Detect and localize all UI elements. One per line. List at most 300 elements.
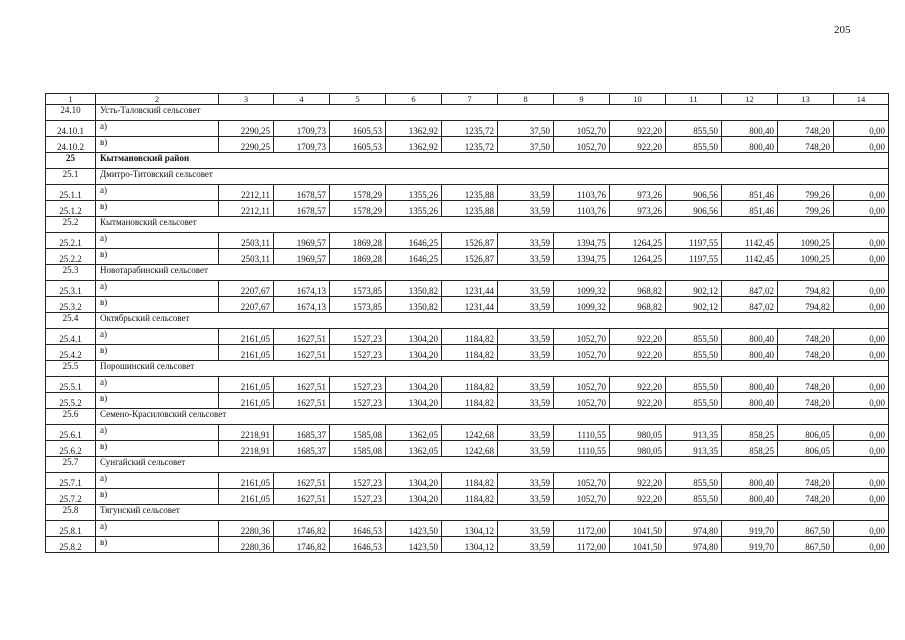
row-label: в): [96, 297, 219, 313]
value-cell: 902,12: [666, 281, 722, 297]
section-row: [46, 169, 889, 185]
value-cell: 0,00: [834, 201, 889, 217]
value-cell: 922,20: [610, 377, 666, 393]
row-code: 25.3.1: [46, 281, 96, 297]
value-cell: 1394,75: [554, 233, 610, 249]
value-cell: 1627,51: [274, 489, 330, 505]
value-cell: 855,50: [666, 137, 722, 153]
value-cell: 800,40: [722, 345, 778, 361]
column-number: 8: [498, 94, 554, 105]
value-cell: 855,50: [666, 393, 722, 409]
table-row: [46, 537, 889, 553]
section-row: [46, 505, 889, 521]
row-label: а): [96, 473, 219, 489]
value-cell: 0,00: [834, 185, 889, 201]
value-cell: 806,05: [778, 425, 834, 441]
row-code: 25.6.2: [46, 441, 96, 457]
tariff-table: [45, 93, 889, 553]
row-code: 25.5.1: [46, 377, 96, 393]
row-code: 25.6.1: [46, 425, 96, 441]
value-cell: 1304,20: [386, 393, 442, 409]
table-row: [46, 249, 889, 265]
value-cell: 0,00: [834, 425, 889, 441]
value-cell: 2161,05: [219, 329, 274, 345]
value-cell: 922,20: [610, 345, 666, 361]
value-cell: 1264,25: [610, 233, 666, 249]
row-label: а): [96, 377, 219, 393]
value-cell: 799,26: [778, 201, 834, 217]
value-cell: 906,56: [666, 185, 722, 201]
value-cell: 855,50: [666, 473, 722, 489]
value-cell: 2218,91: [219, 425, 274, 441]
value-cell: 2218,91: [219, 441, 274, 457]
value-cell: 980,05: [610, 441, 666, 457]
value-cell: 1362,05: [386, 425, 442, 441]
value-cell: 1674,13: [274, 297, 330, 313]
table-row: [46, 201, 889, 217]
value-cell: 2207,67: [219, 297, 274, 313]
value-cell: 922,20: [610, 473, 666, 489]
value-cell: 748,20: [778, 345, 834, 361]
value-cell: 0,00: [834, 281, 889, 297]
section-row: [46, 457, 889, 473]
section-title: Кытмановский сельсовет: [96, 217, 889, 233]
value-cell: 1242,68: [442, 425, 498, 441]
value-cell: 1646,53: [330, 537, 386, 553]
value-cell: 1605,53: [330, 137, 386, 153]
page-number: 205: [834, 24, 851, 36]
row-code: 25.6: [46, 409, 96, 425]
value-cell: 1526,87: [442, 249, 498, 265]
section-title: Усть-Таловский сельсовет: [96, 105, 889, 121]
value-cell: 1304,12: [442, 521, 498, 537]
value-cell: 1362,92: [386, 121, 442, 137]
value-cell: 1197,55: [666, 249, 722, 265]
row-label: в): [96, 345, 219, 361]
value-cell: 1627,51: [274, 473, 330, 489]
column-number: 6: [386, 94, 442, 105]
row-label: а): [96, 233, 219, 249]
row-label: в): [96, 249, 219, 265]
value-cell: 1235,88: [442, 201, 498, 217]
column-number: 13: [778, 94, 834, 105]
column-number-row: [46, 94, 889, 105]
value-cell: 0,00: [834, 521, 889, 537]
value-cell: 906,56: [666, 201, 722, 217]
value-cell: 1142,45: [722, 249, 778, 265]
value-cell: 800,40: [722, 121, 778, 137]
value-cell: 33,59: [498, 329, 554, 345]
value-cell: 919,70: [722, 521, 778, 537]
value-cell: 1052,70: [554, 489, 610, 505]
value-cell: 973,26: [610, 185, 666, 201]
column-number: 11: [666, 94, 722, 105]
value-cell: 1423,50: [386, 537, 442, 553]
value-cell: 0,00: [834, 249, 889, 265]
value-cell: 1394,75: [554, 249, 610, 265]
value-cell: 1578,29: [330, 185, 386, 201]
value-cell: 1041,50: [610, 537, 666, 553]
value-cell: 1242,68: [442, 441, 498, 457]
value-cell: 1090,25: [778, 233, 834, 249]
value-cell: 1355,26: [386, 185, 442, 201]
value-cell: 800,40: [722, 393, 778, 409]
row-code: 25.1: [46, 169, 96, 185]
table-row: [46, 489, 889, 505]
value-cell: 0,00: [834, 473, 889, 489]
value-cell: 858,25: [722, 425, 778, 441]
value-cell: 1304,12: [442, 537, 498, 553]
value-cell: 0,00: [834, 489, 889, 505]
value-cell: 0,00: [834, 233, 889, 249]
column-number: 1: [46, 94, 96, 105]
value-cell: 33,59: [498, 521, 554, 537]
value-cell: 1362,05: [386, 441, 442, 457]
table-row: [46, 345, 889, 361]
value-cell: 1355,26: [386, 201, 442, 217]
value-cell: 2161,05: [219, 393, 274, 409]
value-cell: 1099,32: [554, 281, 610, 297]
section-title: Новотарабинский сельсовет: [96, 265, 889, 281]
row-code: 25: [46, 153, 96, 169]
column-number: 5: [330, 94, 386, 105]
value-cell: 33,59: [498, 425, 554, 441]
value-cell: 1184,82: [442, 377, 498, 393]
table-row: [46, 473, 889, 489]
value-cell: 33,59: [498, 201, 554, 217]
table-row: [46, 425, 889, 441]
value-cell: 33,59: [498, 297, 554, 313]
value-cell: 0,00: [834, 329, 889, 345]
row-label: а): [96, 281, 219, 297]
table-row: [46, 185, 889, 201]
table-row: [46, 281, 889, 297]
value-cell: 1172,00: [554, 521, 610, 537]
value-cell: 1103,76: [554, 185, 610, 201]
column-number: 14: [834, 94, 889, 105]
value-cell: 1678,57: [274, 201, 330, 217]
value-cell: 1304,20: [386, 377, 442, 393]
value-cell: 33,59: [498, 185, 554, 201]
row-code: 24.10.1: [46, 121, 96, 137]
value-cell: 1110,55: [554, 425, 610, 441]
value-cell: 2207,67: [219, 281, 274, 297]
value-cell: 748,20: [778, 137, 834, 153]
value-cell: 0,00: [834, 377, 889, 393]
value-cell: 2290,25: [219, 137, 274, 153]
value-cell: 1423,50: [386, 521, 442, 537]
value-cell: 800,40: [722, 489, 778, 505]
value-cell: 1627,51: [274, 393, 330, 409]
value-cell: 37,50: [498, 137, 554, 153]
value-cell: 748,20: [778, 377, 834, 393]
row-code: 25.7.1: [46, 473, 96, 489]
value-cell: 851,46: [722, 201, 778, 217]
value-cell: 1052,70: [554, 377, 610, 393]
value-cell: 980,05: [610, 425, 666, 441]
row-code: 24.10: [46, 105, 96, 121]
value-cell: 1646,25: [386, 249, 442, 265]
section-title: Тягунский сельсовет: [96, 505, 889, 521]
value-cell: 33,59: [498, 233, 554, 249]
column-number: 3: [219, 94, 274, 105]
value-cell: 1184,82: [442, 489, 498, 505]
value-cell: 37,50: [498, 121, 554, 137]
value-cell: 0,00: [834, 393, 889, 409]
value-cell: 806,05: [778, 441, 834, 457]
row-label: а): [96, 521, 219, 537]
value-cell: 1573,85: [330, 297, 386, 313]
value-cell: 1090,25: [778, 249, 834, 265]
row-code: 25.3: [46, 265, 96, 281]
value-cell: 922,20: [610, 121, 666, 137]
value-cell: 2280,36: [219, 537, 274, 553]
value-cell: 922,20: [610, 137, 666, 153]
value-cell: 1103,76: [554, 201, 610, 217]
value-cell: 1099,32: [554, 297, 610, 313]
value-cell: 1585,08: [330, 425, 386, 441]
value-cell: 1746,82: [274, 537, 330, 553]
value-cell: 748,20: [778, 393, 834, 409]
value-cell: 0,00: [834, 297, 889, 313]
value-cell: 33,59: [498, 489, 554, 505]
value-cell: 1527,23: [330, 473, 386, 489]
column-number: 2: [96, 94, 219, 105]
table-row: [46, 521, 889, 537]
value-cell: 1304,20: [386, 329, 442, 345]
value-cell: 1184,82: [442, 393, 498, 409]
value-cell: 1709,73: [274, 121, 330, 137]
value-cell: 867,50: [778, 537, 834, 553]
value-cell: 1685,37: [274, 425, 330, 441]
table-row: [46, 393, 889, 409]
section-row: [46, 217, 889, 233]
value-cell: 1184,82: [442, 329, 498, 345]
value-cell: 1685,37: [274, 441, 330, 457]
value-cell: 855,50: [666, 329, 722, 345]
value-cell: 1527,23: [330, 329, 386, 345]
table-row: [46, 137, 889, 153]
section-title: Порошинский сельсовет: [96, 361, 889, 377]
value-cell: 33,59: [498, 473, 554, 489]
value-cell: 1197,55: [666, 233, 722, 249]
value-cell: 1172,00: [554, 537, 610, 553]
row-code: 25.8.1: [46, 521, 96, 537]
value-cell: 974,80: [666, 521, 722, 537]
value-cell: 33,59: [498, 249, 554, 265]
row-code: 25.7: [46, 457, 96, 473]
value-cell: 800,40: [722, 377, 778, 393]
value-cell: 1627,51: [274, 377, 330, 393]
value-cell: 1585,08: [330, 441, 386, 457]
row-label: в): [96, 489, 219, 505]
value-cell: 1052,70: [554, 121, 610, 137]
value-cell: 867,50: [778, 521, 834, 537]
value-cell: 0,00: [834, 345, 889, 361]
value-cell: 1052,70: [554, 345, 610, 361]
column-number: 10: [610, 94, 666, 105]
row-code: 25.7.2: [46, 489, 96, 505]
value-cell: 2161,05: [219, 473, 274, 489]
row-label: а): [96, 425, 219, 441]
value-cell: 799,26: [778, 185, 834, 201]
value-cell: 2503,11: [219, 233, 274, 249]
value-cell: 1646,53: [330, 521, 386, 537]
section-title: Октябрьский сельсовет: [96, 313, 889, 329]
value-cell: 1526,87: [442, 233, 498, 249]
row-code: 25.5: [46, 361, 96, 377]
value-cell: 1142,45: [722, 233, 778, 249]
value-cell: 1184,82: [442, 345, 498, 361]
value-cell: 1573,85: [330, 281, 386, 297]
value-cell: 0,00: [834, 441, 889, 457]
row-label: а): [96, 185, 219, 201]
column-number: 9: [554, 94, 610, 105]
value-cell: 968,82: [610, 297, 666, 313]
value-cell: 847,02: [722, 281, 778, 297]
value-cell: 2290,25: [219, 121, 274, 137]
value-cell: 851,46: [722, 185, 778, 201]
section-row: [46, 313, 889, 329]
value-cell: 902,12: [666, 297, 722, 313]
value-cell: 2503,11: [219, 249, 274, 265]
value-cell: 1746,82: [274, 521, 330, 537]
value-cell: 974,80: [666, 537, 722, 553]
section-title: Кытмановский район: [96, 153, 889, 169]
value-cell: 1235,72: [442, 121, 498, 137]
value-cell: 33,59: [498, 377, 554, 393]
table-row: [46, 233, 889, 249]
table-row: [46, 329, 889, 345]
value-cell: 1350,82: [386, 297, 442, 313]
value-cell: 1527,23: [330, 377, 386, 393]
value-cell: 2212,11: [219, 201, 274, 217]
value-cell: 2161,05: [219, 489, 274, 505]
row-code: 25.4.1: [46, 329, 96, 345]
row-code: 25.2: [46, 217, 96, 233]
value-cell: 1052,70: [554, 393, 610, 409]
value-cell: 748,20: [778, 121, 834, 137]
value-cell: 1527,23: [330, 345, 386, 361]
row-code: 25.4.2: [46, 345, 96, 361]
value-cell: 800,40: [722, 137, 778, 153]
value-cell: 2212,11: [219, 185, 274, 201]
value-cell: 33,59: [498, 393, 554, 409]
table-body: [46, 94, 889, 553]
value-cell: 1527,23: [330, 393, 386, 409]
value-cell: 1041,50: [610, 521, 666, 537]
value-cell: 1304,20: [386, 473, 442, 489]
value-cell: 0,00: [834, 137, 889, 153]
table-row: [46, 441, 889, 457]
value-cell: 0,00: [834, 537, 889, 553]
value-cell: 1052,70: [554, 329, 610, 345]
value-cell: 855,50: [666, 489, 722, 505]
value-cell: 33,59: [498, 537, 554, 553]
value-cell: 748,20: [778, 473, 834, 489]
value-cell: 1362,92: [386, 137, 442, 153]
value-cell: 1674,13: [274, 281, 330, 297]
section-row: [46, 105, 889, 121]
column-number: 4: [274, 94, 330, 105]
column-number: 12: [722, 94, 778, 105]
value-cell: 748,20: [778, 489, 834, 505]
row-code: 25.1.1: [46, 185, 96, 201]
value-cell: 1678,57: [274, 185, 330, 201]
value-cell: 800,40: [722, 329, 778, 345]
row-code: 25.1.2: [46, 201, 96, 217]
value-cell: 922,20: [610, 329, 666, 345]
value-cell: 1350,82: [386, 281, 442, 297]
row-label: в): [96, 137, 219, 153]
section-row: [46, 409, 889, 425]
row-code: 25.4: [46, 313, 96, 329]
table-row: [46, 121, 889, 137]
value-cell: 33,59: [498, 281, 554, 297]
table-row: [46, 377, 889, 393]
value-cell: 1264,25: [610, 249, 666, 265]
row-code: 25.5.2: [46, 393, 96, 409]
value-cell: 858,25: [722, 441, 778, 457]
value-cell: 2161,05: [219, 345, 274, 361]
value-cell: 1231,44: [442, 297, 498, 313]
row-label: в): [96, 393, 219, 409]
value-cell: 1869,28: [330, 249, 386, 265]
value-cell: 968,82: [610, 281, 666, 297]
value-cell: 922,20: [610, 393, 666, 409]
value-cell: 1110,55: [554, 441, 610, 457]
value-cell: 1627,51: [274, 329, 330, 345]
value-cell: 919,70: [722, 537, 778, 553]
value-cell: 1304,20: [386, 489, 442, 505]
value-cell: 33,59: [498, 345, 554, 361]
value-cell: 1052,70: [554, 137, 610, 153]
value-cell: 1304,20: [386, 345, 442, 361]
row-code: 25.2.1: [46, 233, 96, 249]
value-cell: 0,00: [834, 121, 889, 137]
row-code: 25.8.2: [46, 537, 96, 553]
row-label: в): [96, 537, 219, 553]
section-row: [46, 265, 889, 281]
value-cell: 1235,88: [442, 185, 498, 201]
value-cell: 2161,05: [219, 377, 274, 393]
value-cell: 913,35: [666, 425, 722, 441]
value-cell: 1969,57: [274, 233, 330, 249]
value-cell: 855,50: [666, 121, 722, 137]
value-cell: 847,02: [722, 297, 778, 313]
row-label: а): [96, 121, 219, 137]
row-label: в): [96, 441, 219, 457]
value-cell: 33,59: [498, 441, 554, 457]
row-code: 25.3.2: [46, 297, 96, 313]
value-cell: 922,20: [610, 489, 666, 505]
value-cell: 2280,36: [219, 521, 274, 537]
value-cell: 913,35: [666, 441, 722, 457]
value-cell: 855,50: [666, 377, 722, 393]
value-cell: 1578,29: [330, 201, 386, 217]
column-number: 7: [442, 94, 498, 105]
value-cell: 855,50: [666, 345, 722, 361]
value-cell: 1231,44: [442, 281, 498, 297]
value-cell: 1627,51: [274, 345, 330, 361]
row-code: 25.2.2: [46, 249, 96, 265]
value-cell: 1527,23: [330, 489, 386, 505]
row-code: 25.8: [46, 505, 96, 521]
value-cell: 1709,73: [274, 137, 330, 153]
value-cell: 1869,28: [330, 233, 386, 249]
value-cell: 1969,57: [274, 249, 330, 265]
value-cell: 1646,25: [386, 233, 442, 249]
